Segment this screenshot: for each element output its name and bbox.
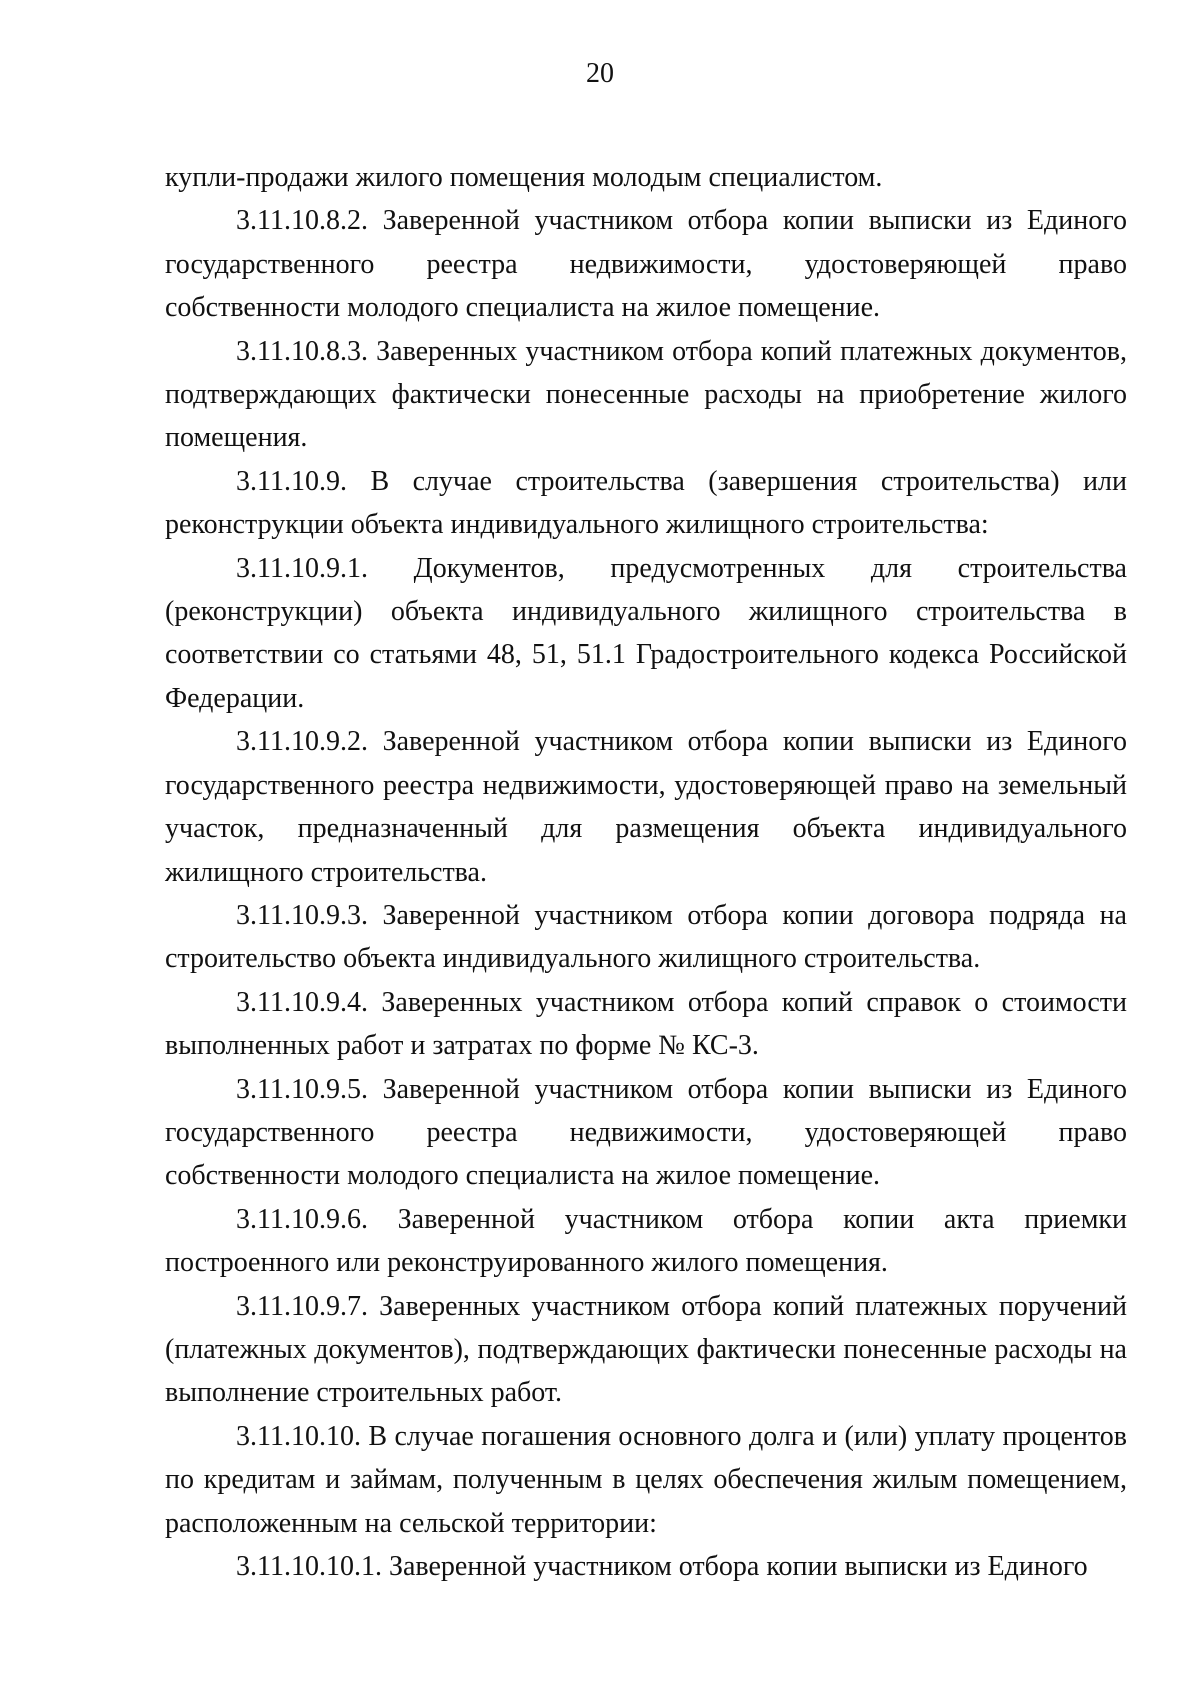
paragraph-3-11-10-9-2: 3.11.10.9.2. Заверенной участником отбора копии выписки из Единого государственного реестра недвижимости, удостоверяющей право на земельный участок, предназначенный для размещения объекта индивидуального жилищного строительства. xyxy=(165,726,1127,888)
page-number: 20 xyxy=(586,58,614,89)
paragraph-3-11-10-9-4: 3.11.10.9.4. Заверенных участником отбора копий справок о стоимости выполненных работ и затратах по форме № КС-3. xyxy=(165,986,1127,1062)
paragraph-3-11-10-9-1: 3.11.10.9.1. Документов, предусмотренных для строительства (реконструкции) объекта индивидуального жилищного строительства в соответствии со статьями 48, 51, 51.1 Градостроительного кодекса Российской Федерации. xyxy=(165,552,1127,714)
paragraph-3-11-10-9-3: 3.11.10.9.3. Заверенной участником отбора копии договора подряда на строительство объекта индивидуального жилищного строительства. xyxy=(165,899,1127,975)
paragraph-3-11-10-8-3: 3.11.10.8.3. Заверенных участником отбора копий платежных документов, подтверждающих фактически понесенные расходы на приобретение жилого помещения. xyxy=(165,335,1127,454)
paragraph-3-11-10-10: 3.11.10.10. В случае погашения основного долга и (или) уплату процентов по кредитам и займам, полученным в целях обеспечения жилым помещением, расположенным на сельской территории: xyxy=(165,1420,1127,1539)
paragraph-3-11-10-9-6: 3.11.10.9.6. Заверенной участником отбора копии акта приемки построенного или реконструированного жилого помещения. xyxy=(165,1203,1127,1279)
paragraph-3-11-10-9-7: 3.11.10.9.7. Заверенных участником отбора копий платежных поручений (платежных документов), подтверждающих фактически понесенные расходы на выполнение строительных работ. xyxy=(165,1290,1127,1409)
paragraph-3-11-10-10-1: 3.11.10.10.1. Заверенной участником отбора копии выписки из Единого xyxy=(236,1551,1088,1582)
document-body xyxy=(165,156,1127,1588)
paragraph-continuation: купли-продажи жилого помещения молодым специалистом. xyxy=(165,162,883,193)
paragraph-3-11-10-9-5: 3.11.10.9.5. Заверенной участником отбора копии выписки из Единого государственного реестра недвижимости, удостоверяющей право собственности молодого специалиста на жилое помещение. xyxy=(165,1073,1127,1192)
paragraph-3-11-10-8-2: 3.11.10.8.2. Заверенной участником отбора копии выписки из Единого государственного реестра недвижимости, удостоверяющей право собственности молодого специалиста на жилое помещение. xyxy=(165,205,1127,324)
paragraph-3-11-10-9: 3.11.10.9. В случае строительства (завершения строительства) или реконструкции объекта индивидуального жилищного строительства: xyxy=(165,465,1127,541)
